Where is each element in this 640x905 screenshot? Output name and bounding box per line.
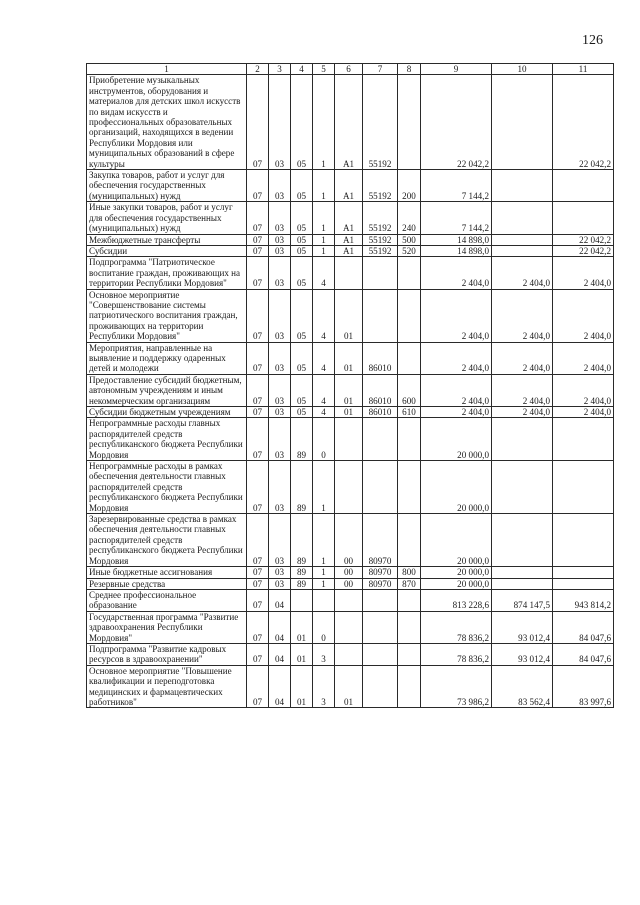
amount-year1-cell: 78 836,2 bbox=[421, 643, 492, 665]
expense-type-cell: 610 bbox=[398, 407, 421, 418]
amount-year2-cell: 83 562,4 bbox=[492, 665, 553, 708]
subprogram-cell: 0 bbox=[313, 611, 335, 643]
program-cell: 05 bbox=[291, 374, 313, 406]
subprogram-cell: 4 bbox=[313, 374, 335, 406]
section-cell: 07 bbox=[247, 374, 269, 406]
direction-cell: 01 bbox=[335, 407, 363, 418]
amount-year2-cell: 93 012,4 bbox=[492, 611, 553, 643]
amount-year3-cell: 84 047,6 bbox=[553, 643, 614, 665]
table-row bbox=[87, 374, 614, 406]
column-header: 11 bbox=[553, 64, 614, 75]
column-header: 6 bbox=[335, 64, 363, 75]
amount-year3-cell bbox=[553, 578, 614, 589]
amount-year3-cell: 943 814,2 bbox=[553, 589, 614, 611]
table-row bbox=[87, 75, 614, 170]
amount-year2-cell bbox=[492, 202, 553, 234]
expense-type-cell: 240 bbox=[398, 202, 421, 234]
amount-year2-cell: 2 404,0 bbox=[492, 257, 553, 289]
program-cell: 89 bbox=[291, 514, 313, 567]
item-name-cell: Иные закупки товаров, работ и услуг для обеспечения государственных (муниципальных) нужд bbox=[87, 202, 247, 234]
direction-cell: А1 bbox=[335, 75, 363, 170]
direction-cell: 01 bbox=[335, 342, 363, 374]
item-name-cell: Подпрограмма "Патриотическое воспитание граждан, проживающих на территории Республики Мордовия" bbox=[87, 257, 247, 289]
amount-year1-cell: 2 404,0 bbox=[421, 374, 492, 406]
table-row bbox=[87, 407, 614, 418]
amount-year2-cell bbox=[492, 418, 553, 461]
subsection-cell: 03 bbox=[269, 202, 291, 234]
section-cell: 07 bbox=[247, 643, 269, 665]
subsection-cell: 03 bbox=[269, 170, 291, 202]
subprogram-cell: 1 bbox=[313, 514, 335, 567]
amount-year3-cell: 2 404,0 bbox=[553, 407, 614, 418]
item-name-cell: Зарезервированные средства в рамках обеспечения деятельности главных распорядителей средств республиканского бюджета Республики Мордовия bbox=[87, 514, 247, 567]
subprogram-cell: 0 bbox=[313, 418, 335, 461]
expense-type-cell bbox=[398, 342, 421, 374]
item-name-cell: Среднее профессиональное образование bbox=[87, 589, 247, 611]
subprogram-cell: 1 bbox=[313, 245, 335, 256]
amount-year1-cell: 2 404,0 bbox=[421, 342, 492, 374]
direction-cell: А1 bbox=[335, 234, 363, 245]
program-cell: 05 bbox=[291, 170, 313, 202]
direction-cell bbox=[335, 643, 363, 665]
subsection-cell: 03 bbox=[269, 374, 291, 406]
subsection-cell: 03 bbox=[269, 257, 291, 289]
direction-cell: 00 bbox=[335, 514, 363, 567]
section-cell: 07 bbox=[247, 567, 269, 578]
expense-code-cell: 80970 bbox=[363, 578, 398, 589]
column-header: 5 bbox=[313, 64, 335, 75]
expense-code-cell bbox=[363, 257, 398, 289]
item-name-cell: Подпрограмма "Развитие кадровых ресурсов в здравоохранении" bbox=[87, 643, 247, 665]
program-cell: 89 bbox=[291, 418, 313, 461]
expense-type-cell bbox=[398, 418, 421, 461]
amount-year3-cell bbox=[553, 461, 614, 514]
subprogram-cell: 1 bbox=[313, 578, 335, 589]
amount-year1-cell: 14 898,0 bbox=[421, 234, 492, 245]
direction-cell bbox=[335, 257, 363, 289]
table-row bbox=[87, 643, 614, 665]
subsection-cell: 03 bbox=[269, 418, 291, 461]
amount-year2-cell: 2 404,0 bbox=[492, 374, 553, 406]
direction-cell: А1 bbox=[335, 202, 363, 234]
column-header: 1 bbox=[87, 64, 247, 75]
section-cell: 07 bbox=[247, 257, 269, 289]
item-name-cell: Предоставление субсидий бюджетным, автономным учреждениям и иным некоммерческим организациям bbox=[87, 374, 247, 406]
section-cell: 07 bbox=[247, 289, 269, 342]
amount-year3-cell: 2 404,0 bbox=[553, 342, 614, 374]
subprogram-cell: 1 bbox=[313, 170, 335, 202]
subprogram-cell: 1 bbox=[313, 461, 335, 514]
item-name-cell: Приобретение музыкальных инструментов, оборудования и материалов для детских школ искусств по видам искусств и профессиональных образовательных организаций, находящихся в ведении Республики Мордовия или муниципальных образований в сфере культуры bbox=[87, 75, 247, 170]
expense-code-cell bbox=[363, 643, 398, 665]
amount-year1-cell: 2 404,0 bbox=[421, 407, 492, 418]
table-row bbox=[87, 611, 614, 643]
subsection-cell: 03 bbox=[269, 578, 291, 589]
amount-year2-cell bbox=[492, 567, 553, 578]
table-row bbox=[87, 589, 614, 611]
subprogram-cell: 1 bbox=[313, 202, 335, 234]
section-cell: 07 bbox=[247, 665, 269, 708]
expense-code-cell: 55192 bbox=[363, 245, 398, 256]
direction-cell: А1 bbox=[335, 170, 363, 202]
subsection-cell: 03 bbox=[269, 289, 291, 342]
amount-year1-cell: 73 986,2 bbox=[421, 665, 492, 708]
table-row bbox=[87, 461, 614, 514]
table-row bbox=[87, 665, 614, 708]
amount-year2-cell bbox=[492, 245, 553, 256]
expense-code-cell: 86010 bbox=[363, 374, 398, 406]
subsection-cell: 03 bbox=[269, 245, 291, 256]
budget-table bbox=[86, 63, 614, 708]
amount-year2-cell bbox=[492, 514, 553, 567]
column-header: 10 bbox=[492, 64, 553, 75]
section-cell: 07 bbox=[247, 245, 269, 256]
table-row bbox=[87, 257, 614, 289]
expense-type-cell bbox=[398, 514, 421, 567]
table-row bbox=[87, 289, 614, 342]
program-cell: 05 bbox=[291, 257, 313, 289]
table-row bbox=[87, 245, 614, 256]
column-header: 8 bbox=[398, 64, 421, 75]
expense-type-cell: 800 bbox=[398, 567, 421, 578]
item-name-cell: Основное мероприятие "Совершенствование системы патриотического воспитания граждан, проживающих на территории Республики Мордовия" bbox=[87, 289, 247, 342]
program-cell bbox=[291, 589, 313, 611]
subsection-cell: 04 bbox=[269, 611, 291, 643]
expense-type-cell bbox=[398, 289, 421, 342]
expense-type-cell bbox=[398, 461, 421, 514]
section-cell: 07 bbox=[247, 611, 269, 643]
direction-cell bbox=[335, 418, 363, 461]
column-header: 4 bbox=[291, 64, 313, 75]
item-name-cell: Закупка товаров, работ и услуг для обеспечения государственных (муниципальных) нужд bbox=[87, 170, 247, 202]
expense-type-cell bbox=[398, 75, 421, 170]
table-row bbox=[87, 170, 614, 202]
amount-year2-cell: 2 404,0 bbox=[492, 407, 553, 418]
expense-type-cell: 520 bbox=[398, 245, 421, 256]
subprogram-cell: 1 bbox=[313, 234, 335, 245]
subsection-cell: 04 bbox=[269, 643, 291, 665]
direction-cell: 00 bbox=[335, 578, 363, 589]
program-cell: 05 bbox=[291, 407, 313, 418]
amount-year1-cell: 7 144,2 bbox=[421, 170, 492, 202]
amount-year1-cell: 20 000,0 bbox=[421, 514, 492, 567]
subprogram-cell: 4 bbox=[313, 257, 335, 289]
subsection-cell: 03 bbox=[269, 407, 291, 418]
program-cell: 01 bbox=[291, 665, 313, 708]
subsection-cell: 04 bbox=[269, 665, 291, 708]
item-name-cell: Непрограммные расходы главных распорядителей средств республиканского бюджета Республики Мордовия bbox=[87, 418, 247, 461]
amount-year3-cell: 22 042,2 bbox=[553, 75, 614, 170]
table-row bbox=[87, 234, 614, 245]
item-name-cell: Мероприятия, направленные на выявление и поддержку одаренных детей и молодежи bbox=[87, 342, 247, 374]
amount-year2-cell: 2 404,0 bbox=[492, 289, 553, 342]
amount-year1-cell: 2 404,0 bbox=[421, 289, 492, 342]
item-name-cell: Непрограммные расходы в рамках обеспечения деятельности главных распорядителей средств республиканского бюджета Республики Мордовия bbox=[87, 461, 247, 514]
table-row bbox=[87, 578, 614, 589]
expense-type-cell bbox=[398, 589, 421, 611]
amount-year3-cell bbox=[553, 202, 614, 234]
subprogram-cell bbox=[313, 589, 335, 611]
amount-year2-cell bbox=[492, 578, 553, 589]
direction-cell: 00 bbox=[335, 567, 363, 578]
amount-year3-cell: 22 042,2 bbox=[553, 245, 614, 256]
table-row bbox=[87, 342, 614, 374]
subprogram-cell: 3 bbox=[313, 665, 335, 708]
program-cell: 05 bbox=[291, 75, 313, 170]
expense-code-cell bbox=[363, 611, 398, 643]
amount-year3-cell: 22 042,2 bbox=[553, 234, 614, 245]
item-name-cell: Основное мероприятие "Повышение квалификации и переподготовка медицинских и фармацевтических работников" bbox=[87, 665, 247, 708]
expense-code-cell: 86010 bbox=[363, 342, 398, 374]
table-row bbox=[87, 567, 614, 578]
expense-code-cell bbox=[363, 461, 398, 514]
direction-cell: 01 bbox=[335, 665, 363, 708]
subprogram-cell: 3 bbox=[313, 643, 335, 665]
section-cell: 07 bbox=[247, 578, 269, 589]
section-cell: 07 bbox=[247, 514, 269, 567]
section-cell: 07 bbox=[247, 418, 269, 461]
subprogram-cell: 1 bbox=[313, 75, 335, 170]
amount-year2-cell: 93 012,4 bbox=[492, 643, 553, 665]
program-cell: 05 bbox=[291, 342, 313, 374]
amount-year2-cell: 2 404,0 bbox=[492, 342, 553, 374]
program-cell: 01 bbox=[291, 643, 313, 665]
subsection-cell: 03 bbox=[269, 461, 291, 514]
direction-cell bbox=[335, 589, 363, 611]
expense-code-cell bbox=[363, 589, 398, 611]
expense-code-cell: 80970 bbox=[363, 567, 398, 578]
direction-cell: 01 bbox=[335, 374, 363, 406]
page-number: 126 bbox=[582, 33, 603, 48]
amount-year3-cell bbox=[553, 514, 614, 567]
amount-year1-cell: 14 898,0 bbox=[421, 245, 492, 256]
column-header: 7 bbox=[363, 64, 398, 75]
amount-year3-cell: 83 997,6 bbox=[553, 665, 614, 708]
subsection-cell: 04 bbox=[269, 589, 291, 611]
amount-year3-cell bbox=[553, 567, 614, 578]
amount-year2-cell bbox=[492, 234, 553, 245]
expense-type-cell bbox=[398, 665, 421, 708]
amount-year3-cell: 2 404,0 bbox=[553, 257, 614, 289]
subprogram-cell: 4 bbox=[313, 342, 335, 374]
direction-cell: А1 bbox=[335, 245, 363, 256]
expense-code-cell: 55192 bbox=[363, 170, 398, 202]
amount-year3-cell: 2 404,0 bbox=[553, 289, 614, 342]
amount-year2-cell: 874 147,5 bbox=[492, 589, 553, 611]
expense-type-cell: 200 bbox=[398, 170, 421, 202]
amount-year1-cell: 20 000,0 bbox=[421, 418, 492, 461]
section-cell: 07 bbox=[247, 202, 269, 234]
amount-year1-cell: 78 836,2 bbox=[421, 611, 492, 643]
subprogram-cell: 4 bbox=[313, 289, 335, 342]
amount-year3-cell: 84 047,6 bbox=[553, 611, 614, 643]
section-cell: 07 bbox=[247, 461, 269, 514]
subprogram-cell: 1 bbox=[313, 567, 335, 578]
expense-code-cell: 86010 bbox=[363, 407, 398, 418]
amount-year1-cell: 20 000,0 bbox=[421, 578, 492, 589]
expense-code-cell: 55192 bbox=[363, 202, 398, 234]
section-cell: 07 bbox=[247, 407, 269, 418]
amount-year1-cell: 2 404,0 bbox=[421, 257, 492, 289]
item-name-cell: Субсидии бюджетным учреждениям bbox=[87, 407, 247, 418]
program-cell: 05 bbox=[291, 289, 313, 342]
amount-year3-cell bbox=[553, 418, 614, 461]
column-header: 9 bbox=[421, 64, 492, 75]
table-row bbox=[87, 418, 614, 461]
expense-code-cell: 55192 bbox=[363, 234, 398, 245]
section-cell: 07 bbox=[247, 342, 269, 374]
program-cell: 89 bbox=[291, 567, 313, 578]
section-cell: 07 bbox=[247, 589, 269, 611]
item-name-cell: Межбюджетные трансферты bbox=[87, 234, 247, 245]
expense-code-cell: 55192 bbox=[363, 75, 398, 170]
expense-code-cell bbox=[363, 418, 398, 461]
subsection-cell: 03 bbox=[269, 567, 291, 578]
amount-year2-cell bbox=[492, 75, 553, 170]
amount-year1-cell: 7 144,2 bbox=[421, 202, 492, 234]
amount-year1-cell: 20 000,0 bbox=[421, 567, 492, 578]
section-cell: 07 bbox=[247, 234, 269, 245]
expense-type-cell bbox=[398, 611, 421, 643]
expense-type-cell bbox=[398, 257, 421, 289]
direction-cell bbox=[335, 461, 363, 514]
expense-code-cell bbox=[363, 289, 398, 342]
program-cell: 05 bbox=[291, 202, 313, 234]
expense-type-cell: 500 bbox=[398, 234, 421, 245]
column-header: 3 bbox=[269, 64, 291, 75]
expense-code-cell: 80970 bbox=[363, 514, 398, 567]
item-name-cell: Иные бюджетные ассигнования bbox=[87, 567, 247, 578]
subsection-cell: 03 bbox=[269, 234, 291, 245]
expense-code-cell bbox=[363, 665, 398, 708]
expense-type-cell: 600 bbox=[398, 374, 421, 406]
header-row bbox=[87, 64, 614, 75]
section-cell: 07 bbox=[247, 75, 269, 170]
subsection-cell: 03 bbox=[269, 75, 291, 170]
expense-type-cell: 870 bbox=[398, 578, 421, 589]
amount-year1-cell: 813 228,6 bbox=[421, 589, 492, 611]
amount-year1-cell: 22 042,2 bbox=[421, 75, 492, 170]
table-row bbox=[87, 514, 614, 567]
item-name-cell: Субсидии bbox=[87, 245, 247, 256]
amount-year3-cell: 2 404,0 bbox=[553, 374, 614, 406]
program-cell: 05 bbox=[291, 234, 313, 245]
amount-year2-cell bbox=[492, 461, 553, 514]
section-cell: 07 bbox=[247, 170, 269, 202]
column-header: 2 bbox=[247, 64, 269, 75]
program-cell: 89 bbox=[291, 461, 313, 514]
program-cell: 05 bbox=[291, 245, 313, 256]
direction-cell: 01 bbox=[335, 289, 363, 342]
amount-year2-cell bbox=[492, 170, 553, 202]
expense-type-cell bbox=[398, 643, 421, 665]
subprogram-cell: 4 bbox=[313, 407, 335, 418]
amount-year1-cell: 20 000,0 bbox=[421, 461, 492, 514]
program-cell: 89 bbox=[291, 578, 313, 589]
direction-cell bbox=[335, 611, 363, 643]
program-cell: 01 bbox=[291, 611, 313, 643]
item-name-cell: Государственная программа "Развитие здравоохранения Республики Мордовия" bbox=[87, 611, 247, 643]
item-name-cell: Резервные средства bbox=[87, 578, 247, 589]
subsection-cell: 03 bbox=[269, 342, 291, 374]
table-row bbox=[87, 202, 614, 234]
amount-year3-cell bbox=[553, 170, 614, 202]
subsection-cell: 03 bbox=[269, 514, 291, 567]
